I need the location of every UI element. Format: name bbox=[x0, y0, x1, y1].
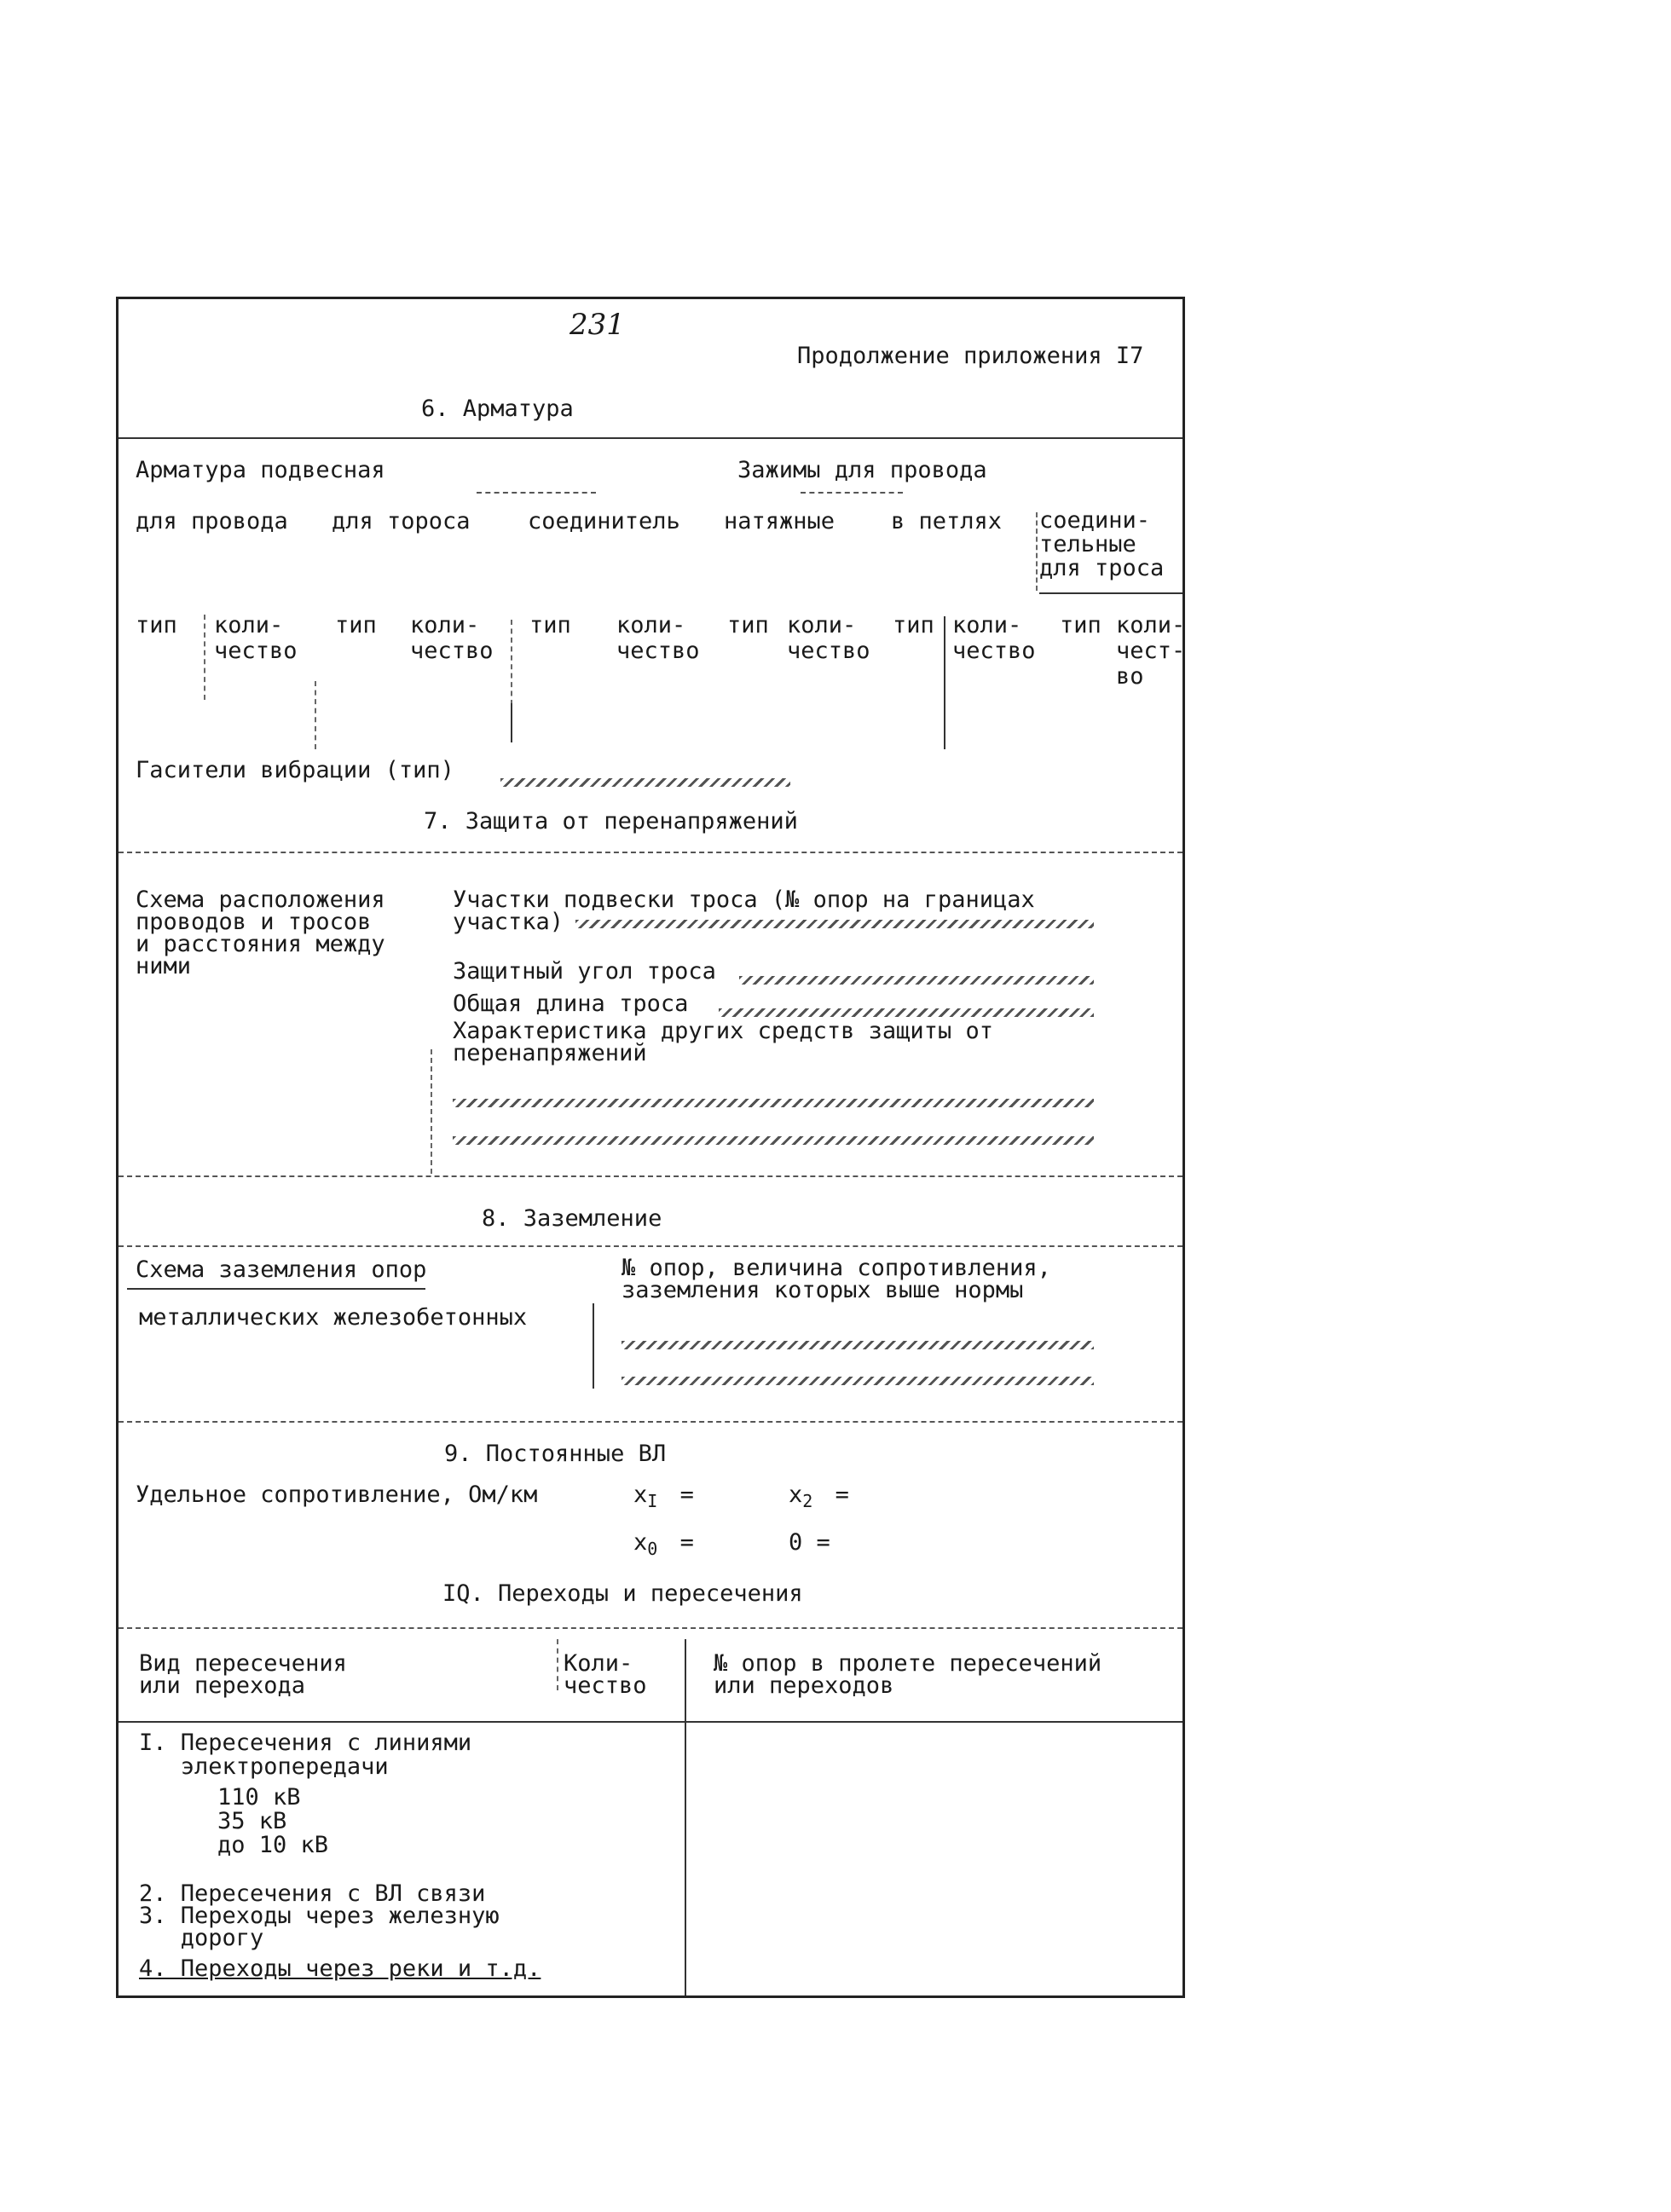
udelnoe-soprotivlenie: Удельное сопротивление, Ом/км bbox=[136, 1481, 538, 1508]
item-1-voltages: 110 кВ 35 кВ до 10 кВ bbox=[217, 1784, 329, 1858]
schema-raspolozheniya: Схема расположения проводов и тросов и расстояния между ними bbox=[136, 887, 385, 979]
divider bbox=[511, 620, 512, 705]
tip-2: тип bbox=[335, 612, 377, 638]
fill-line bbox=[500, 778, 790, 787]
tip-5: тип bbox=[893, 612, 934, 638]
koli-2: коли- чество bbox=[410, 612, 494, 664]
schema-zazemleniya: Схема заземления опор bbox=[136, 1256, 427, 1283]
gasiteli-label: Гасители вибрации (тип) bbox=[136, 757, 454, 783]
divider bbox=[431, 1049, 432, 1174]
divider bbox=[204, 615, 205, 700]
item-2: 2. Пересечения с ВЛ связи bbox=[139, 1880, 486, 1907]
divider bbox=[477, 492, 596, 494]
tip-4: тип bbox=[727, 612, 769, 638]
col-petlyah: в петлях bbox=[891, 508, 1003, 534]
zazhimy-label: Зажимы для провода bbox=[737, 457, 987, 483]
divider bbox=[119, 437, 1182, 439]
divider bbox=[557, 1639, 558, 1690]
fill-line bbox=[453, 1136, 1094, 1145]
col-soed-tros: соедини- тельные для троса bbox=[1039, 507, 1165, 581]
section-10-title: IQ. Переходы и пересечения bbox=[442, 1580, 803, 1607]
fill-line bbox=[719, 1008, 1094, 1017]
divider bbox=[801, 492, 903, 494]
x2-label: $x_2$ = bbox=[789, 1481, 849, 1511]
divider bbox=[511, 703, 512, 742]
col-provod: для провода bbox=[136, 508, 288, 534]
divider bbox=[944, 616, 945, 749]
section-6-title: 6. Арматура bbox=[421, 396, 574, 422]
obshaya-dlina: Общая длина троса bbox=[453, 990, 689, 1017]
fill-line bbox=[739, 976, 1094, 985]
harakteristika: Характеристика других средств защиты от перенапряжений bbox=[453, 1018, 993, 1066]
fill-line bbox=[453, 1099, 1094, 1107]
tip-6: тип bbox=[1060, 612, 1101, 638]
x0-label: $x_0$ = bbox=[633, 1529, 694, 1559]
col-natyazhnye: натяжные bbox=[724, 508, 836, 534]
item-1: I. Пересечения с линиями электропередачи bbox=[139, 1730, 472, 1780]
divider bbox=[593, 1303, 594, 1389]
armatura-podvesnaya: Арматура подвесная bbox=[136, 457, 385, 483]
divider bbox=[119, 1627, 1182, 1629]
x1-label: $x_I$ = bbox=[633, 1481, 694, 1511]
divider bbox=[119, 1421, 1182, 1423]
zero-label: 0 = bbox=[789, 1529, 830, 1556]
koli-4: коли- чество bbox=[787, 612, 870, 664]
section-7-title: 7. Защита от перенапряжений bbox=[424, 808, 798, 835]
table-header-line bbox=[119, 1721, 1182, 1723]
col-nopor-prolete: № опор в пролете пересечений или переходов bbox=[714, 1650, 1102, 1699]
koli-5: коли- чество bbox=[952, 612, 1036, 664]
col-soedinitel: соединитель bbox=[528, 508, 680, 534]
koli-6: коли- чест- во bbox=[1116, 612, 1186, 690]
divider bbox=[119, 1175, 1182, 1177]
zazemlenie-types: металлических железобетонных bbox=[139, 1304, 528, 1331]
tip-3: тип bbox=[529, 612, 571, 638]
continuation-label: Продолжение приложения I7 bbox=[797, 343, 1144, 369]
koli-3: коли- чество bbox=[616, 612, 700, 664]
divider bbox=[1036, 512, 1038, 591]
koli-1: коли- чество bbox=[214, 612, 298, 664]
item-4: 4. Переходы через реки и т.д. bbox=[139, 1955, 541, 1982]
col-vid-perehoda: Вид пересечения или перехода bbox=[139, 1650, 347, 1699]
fill-line bbox=[622, 1377, 1094, 1385]
divider bbox=[315, 681, 316, 749]
page-number: 231 bbox=[570, 308, 625, 342]
section-9-title: 9. Постоянные ВЛ bbox=[444, 1441, 667, 1467]
form-page bbox=[116, 297, 1185, 1998]
fill-line bbox=[622, 1341, 1094, 1349]
table-divider bbox=[685, 1639, 686, 1995]
fill-line bbox=[575, 920, 1094, 928]
section-8-title: 8. Заземление bbox=[482, 1205, 662, 1232]
zashitny-ugol: Защитный угол троса bbox=[453, 958, 716, 985]
divider bbox=[1039, 592, 1182, 594]
uchastki-podveski: Участки подвески троса (№ опор на границах участка) bbox=[453, 887, 1035, 935]
item-3: 3. Переходы через железную дорогу bbox=[139, 1903, 500, 1951]
nopor-soprotivlenie: № опор, величина сопротивления, заземления которых выше нормы bbox=[622, 1255, 1051, 1303]
tip-1: тип bbox=[136, 612, 177, 638]
col-tros: для тороса bbox=[332, 508, 471, 534]
col-kolichestvo: Коли- чество bbox=[564, 1650, 647, 1699]
divider bbox=[127, 1288, 425, 1290]
divider bbox=[119, 1245, 1182, 1247]
divider bbox=[119, 852, 1182, 853]
